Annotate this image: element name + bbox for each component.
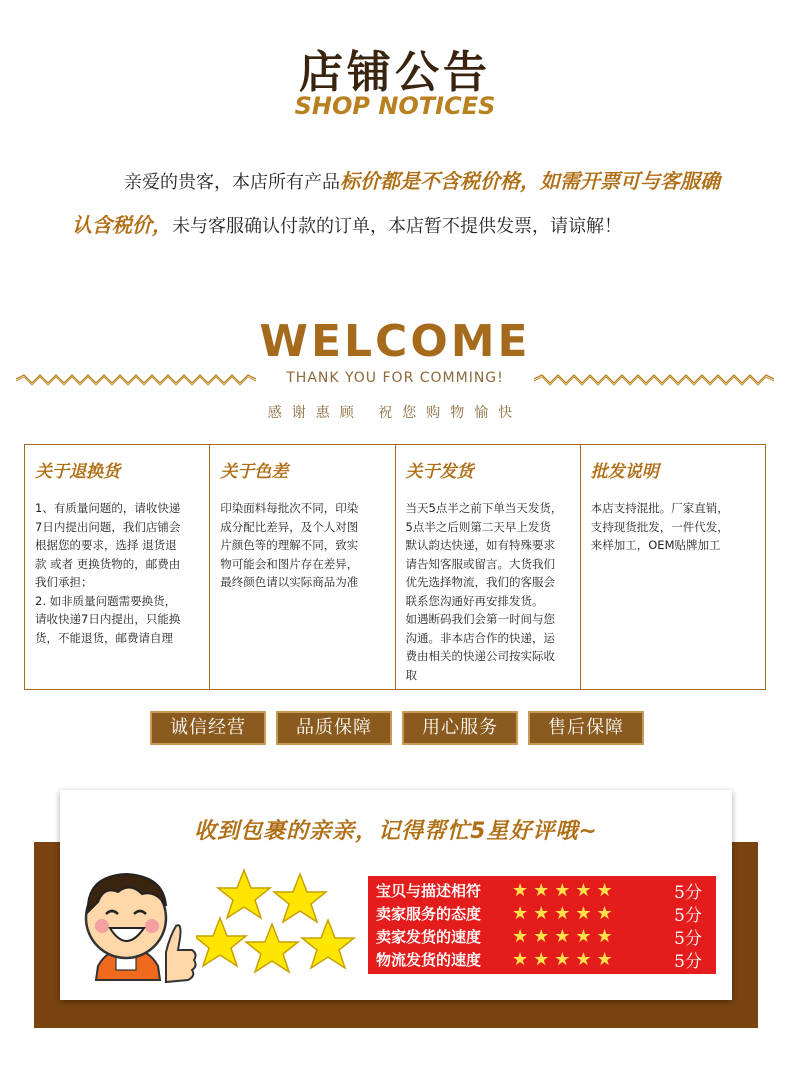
thumbs-up-boy-icon	[68, 856, 198, 986]
info-body: 当天5点半之前下单当天发货， 5点半之后则第二天早上发货 默认韵达快递，如有特殊要求 请告知客服或留言。大货我们 优先选择物流，我们的客服会 联系您沟通好再安排发货。 如遇断码我们会第一时间与您 沟通。非本店合作的快递，运 费由相关的快递公司按实际收 取	[405, 501, 563, 682]
rating-row	[376, 948, 708, 971]
welcome-subtitle: THANK YOU FOR COMMING!	[286, 370, 504, 386]
blessing-text: 感谢惠顾 祝您购物愉快	[267, 405, 523, 421]
rating-row	[376, 902, 708, 925]
notice-part2: 未与客服确认付款的订单，本店暂不提供发票，请谅解！	[172, 216, 622, 237]
wave-divider-right-icon	[534, 372, 774, 386]
info-color-difference	[210, 445, 395, 689]
info-title: 关于发货	[405, 462, 474, 482]
rating-score: 5分	[674, 906, 702, 926]
rating-label: 卖家发货的速度	[376, 928, 482, 946]
info-wholesale	[581, 445, 765, 689]
rating-label: 宝贝与描述相符	[376, 882, 482, 900]
rating-stars: ★★★★★	[512, 880, 618, 901]
info-returns	[25, 445, 210, 689]
shop-notice-subtitle: SHOP NOTICES	[294, 92, 496, 120]
badge-quality: 品质保障	[276, 711, 392, 745]
rating-score: 5分	[674, 883, 702, 903]
review-card	[60, 790, 732, 1000]
rating-score: 5分	[674, 929, 702, 949]
rating-stars: ★★★★★	[512, 949, 618, 970]
rating-score: 5分	[674, 952, 702, 972]
review-title: 收到包裹的亲亲，记得帮忙5星好评哦~	[194, 819, 598, 844]
rating-stars: ★★★★★	[512, 903, 618, 924]
badge-service: 用心服务	[402, 711, 518, 745]
rating-table	[368, 876, 716, 974]
shop-notice-title: 店铺公告	[299, 47, 491, 98]
rating-stars-icon	[196, 868, 366, 988]
info-title: 关于色差	[220, 462, 289, 482]
rating-label: 卖家服务的态度	[376, 905, 482, 923]
info-grid	[24, 444, 766, 690]
info-body: 1、有质量问题的，请收快递 7日内提出问题，我们店铺会 根据您的要求，选择 退货退 款 或者 更换货物的，邮费由 我们承担； 2. 如非质量问题需要换货， 请收快递7日内提出，只能换 货，不能退货，邮费请自理	[35, 501, 181, 645]
info-body: 本店支持混批。厂家直销， 支持现货批发，一件代发， 来样加工，OEM贴牌加工	[590, 501, 729, 552]
notice-highlight: 标价都是不含税价格，如需开票可与客服确认含税价，	[72, 169, 720, 237]
rating-stars: ★★★★★	[512, 926, 618, 947]
info-title: 关于退换货	[35, 462, 120, 482]
badge-integrity: 诚信经营	[150, 711, 266, 745]
welcome-title: WELCOME	[259, 316, 531, 367]
rating-label: 物流发货的速度	[376, 951, 482, 969]
rating-row	[376, 879, 708, 902]
notice-part1: 亲爱的贵客，本店所有产品	[124, 172, 340, 193]
rating-row	[376, 925, 708, 948]
notice-text	[72, 160, 722, 248]
service-badges	[150, 711, 644, 745]
badge-after-sales: 售后保障	[528, 711, 644, 745]
info-title: 批发说明	[590, 462, 659, 482]
info-shipping	[396, 445, 581, 689]
info-body: 印染面料每批次不同，印染 成分配比差异，及个人对图 片颜色等的理解不同，致实 物可能会和图片存在差异， 最终颜色请以实际商品为准	[220, 501, 359, 589]
